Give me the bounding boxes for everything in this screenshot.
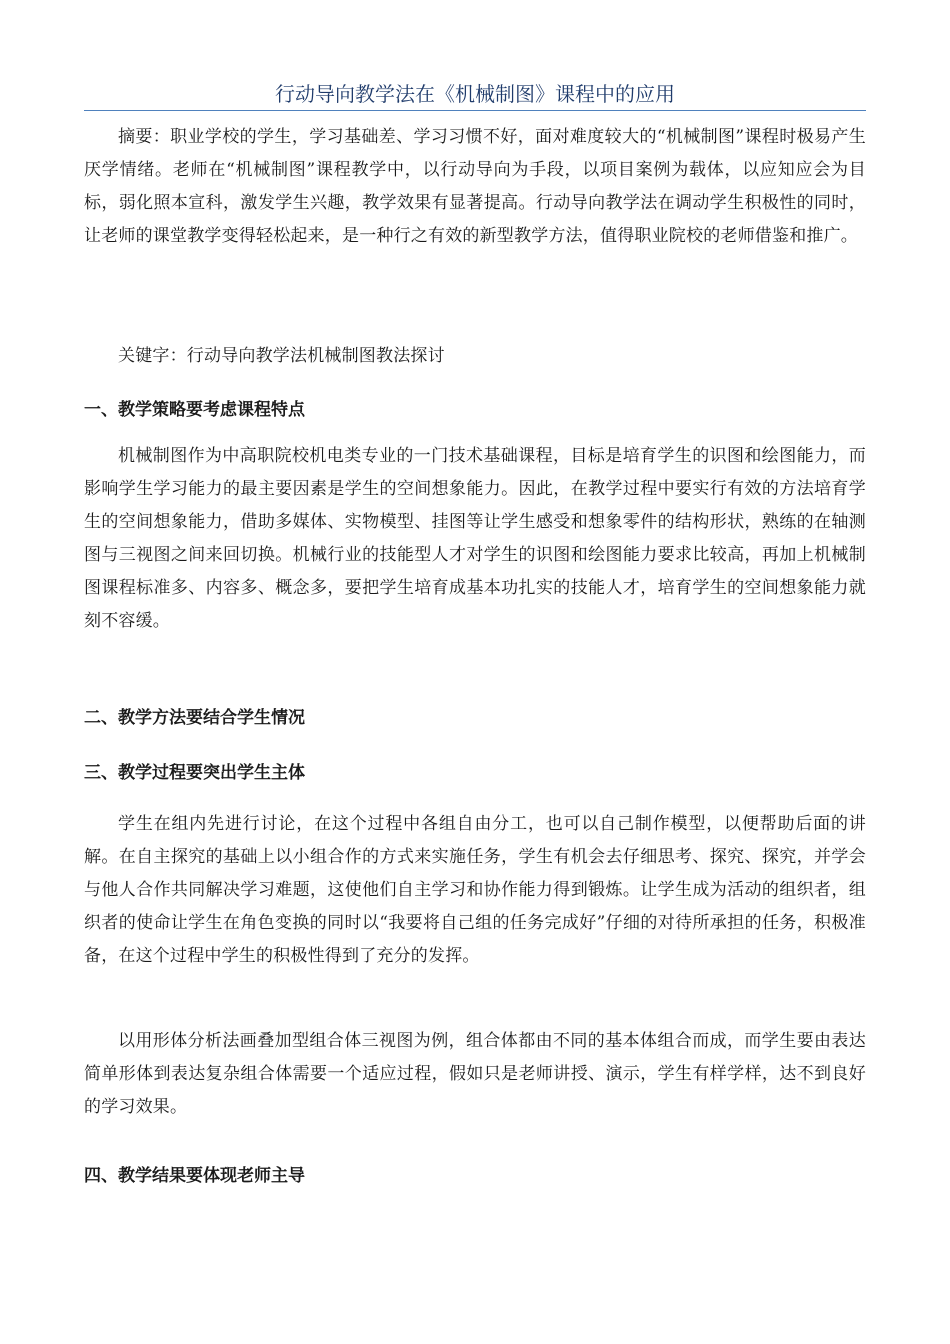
- section-1-paragraph: 机械制图作为中高职院校机电类专业的一门技术基础课程，目标是培育学生的识图和绘图能力，而影响学生学习能力的最主要因素是学生的空间想象能力。因此，在教学过程中要实行有效的方法培育学生的空间想象能力，借助多媒体、实物模型、挂图等让学生感受和想象零件的结构形状，熟练的在轴测图与三视图之间来回切换。机械行业的技能型人才对学生的识图和绘图能力要求比较高，再加上机械制图课程标准多、内容多、概念多，要把学生培育成基本功扎实的技能人才，培育学生的空间想象能力就刻不容缓。: [84, 446, 866, 631]
- section-3-heading: 三、教学过程要突出学生主体: [84, 763, 305, 783]
- title-underline: [84, 110, 866, 111]
- keywords-paragraph: 关键字：行动导向教学法机械制图教法探讨: [118, 346, 445, 366]
- document-title: 行动导向教学法在《机械制图》课程中的应用: [275, 82, 675, 106]
- section-4-heading: 四、教学结果要体现老师主导: [84, 1166, 305, 1186]
- abstract-paragraph: 摘要：职业学校的学生，学习基础差、学习习惯不好，面对难度较大的“机械制图”课程时极易产生厌学情绪。老师在“机械制图”课程教学中，以行动导向为手段，以项目案例为载体，以应知应会为目标，弱化照本宣科，激发学生兴趣，教学效果有显著提高。行动导向教学法在调动学生积极性的同时，让老师的课堂教学变得轻松起来，是一种行之有效的新型教学方法，值得职业院校的老师借鉴和推广。: [84, 127, 866, 246]
- section-1-heading: 一、教学策略要考虑课程特点: [84, 400, 305, 420]
- section-3-paragraph-1: 学生在组内先进行讨论，在这个过程中各组自由分工，也可以自己制作模型，以便帮助后面的讲解。在自主探究的基础上以小组合作的方式来实施任务，学生有机会去仔细思考、探究、探究，并学会与他人合作共同解决学习难题，这使他们自主学习和协作能力得到锻炼。让学生成为活动的组织者，组织者的使命让学生在角色变换的同时以“我要将自己组的任务完成好”仔细的对待所承担的任务，积极准备，在这个过程中学生的积极性得到了充分的发挥。: [84, 814, 866, 966]
- section-2-heading: 二、教学方法要结合学生情况: [84, 708, 305, 728]
- section-3-paragraph-2: 以用形体分析法画叠加型组合体三视图为例，组合体都由不同的基本体组合而成，而学生要由表达简单形体到表达复杂组合体需要一个适应过程，假如只是老师讲授、演示，学生有样学样，达不到良好的学习效果。: [84, 1031, 866, 1117]
